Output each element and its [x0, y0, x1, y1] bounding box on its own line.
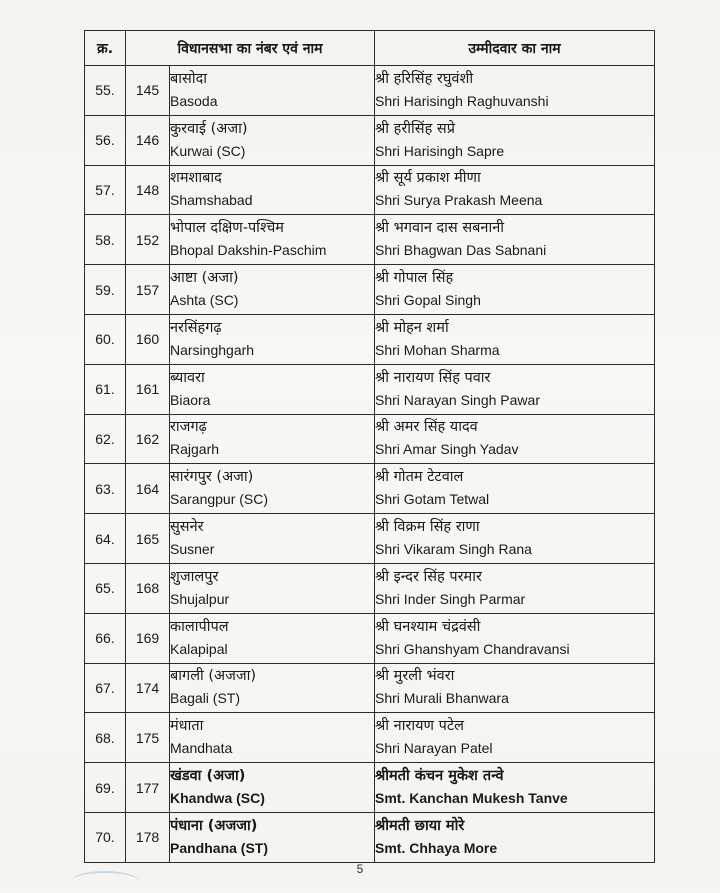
- candidate-cell: [375, 812, 655, 862]
- watermark-stamp: [70, 871, 140, 893]
- serial-cell: 66.: [85, 613, 126, 663]
- candidate-cell: [375, 713, 655, 763]
- header-constituency: विधानसभा का नंबर एवं नाम: [126, 31, 375, 66]
- constituency-name-english: Mandhata: [170, 740, 233, 757]
- candidate-name-hindi: श्री सूर्य प्रकाश मीणा: [375, 170, 481, 187]
- candidate-cell: [375, 613, 655, 663]
- candidate-name-hindi: श्रीमती छाया मोरे: [375, 817, 465, 834]
- candidate-name-english: Shri Harisingh Raghuvanshi: [375, 92, 549, 109]
- table-row: [85, 215, 655, 265]
- constituency-number-cell: 148: [126, 165, 170, 215]
- constituency-cell: [170, 414, 375, 464]
- candidate-table: [84, 30, 655, 863]
- serial-cell: 64.: [85, 514, 126, 564]
- constituency-name-english: Rajgarh: [170, 441, 220, 458]
- constituency-name-english: Bhopal Dakshin-Paschim: [170, 242, 327, 259]
- table-row: [85, 414, 655, 464]
- candidate-cell: [375, 165, 655, 215]
- constituency-cell: [170, 265, 375, 315]
- constituency-cell: [170, 763, 375, 813]
- constituency-cell: [170, 613, 375, 663]
- candidate-cell: [375, 364, 655, 414]
- table-row: [85, 514, 655, 564]
- candidate-cell: [375, 663, 655, 713]
- constituency-number-cell: 177: [126, 763, 170, 813]
- constituency-cell: [170, 66, 375, 116]
- constituency-number-cell: 157: [126, 265, 170, 315]
- candidate-name-english: Smt. Kanchan Mukesh Tanve: [375, 790, 568, 807]
- constituency-name-hindi: शमशाबाद: [170, 170, 222, 187]
- constituency-cell: [170, 215, 375, 265]
- constituency-cell: [170, 663, 375, 713]
- serial-cell: 67.: [85, 663, 126, 713]
- constituency-name-hindi: ब्यावरा: [170, 369, 205, 386]
- constituency-name-hindi: बागली (अजजा): [170, 668, 257, 685]
- constituency-number-cell: 174: [126, 663, 170, 713]
- serial-cell: 55.: [85, 66, 126, 116]
- table-row: [85, 464, 655, 514]
- constituency-name-hindi: सुसनेर: [170, 519, 204, 536]
- constituency-number-cell: 169: [126, 613, 170, 663]
- constituency-name-english: Shujalpur: [170, 590, 230, 607]
- constituency-name-hindi: भोपाल दक्षिण-पश्चिम: [170, 220, 284, 237]
- candidate-name-english: Shri Narayan Singh Pawar: [375, 391, 540, 408]
- candidate-name-hindi: श्री नारायण पटेल: [375, 718, 465, 735]
- serial-cell: 68.: [85, 713, 126, 763]
- constituency-name-hindi: खंडवा (अजा): [170, 768, 246, 785]
- constituency-name-english: Shamshabad: [170, 192, 253, 209]
- candidate-name-hindi: श्रीमती कंचन मुकेश तन्वे: [375, 768, 504, 785]
- candidate-name-hindi: श्री घनश्याम चंद्रवंसी: [375, 618, 481, 635]
- candidate-name-hindi: श्री अमर सिंह यादव: [375, 419, 478, 436]
- serial-cell: 65.: [85, 563, 126, 613]
- candidate-cell: [375, 265, 655, 315]
- constituency-number-cell: 146: [126, 115, 170, 165]
- table-row: [85, 663, 655, 713]
- candidate-name-english: Shri Bhagwan Das Sabnani: [375, 242, 547, 259]
- constituency-number-cell: 168: [126, 563, 170, 613]
- constituency-name-hindi: पंधाना (अजजा): [170, 817, 258, 834]
- constituency-name-english: Kalapipal: [170, 640, 228, 657]
- serial-cell: 60.: [85, 314, 126, 364]
- table-row: [85, 265, 655, 315]
- constituency-name-english: Biaora: [170, 391, 211, 408]
- candidate-name-english: Shri Ghanshyam Chandravansi: [375, 640, 570, 657]
- candidate-cell: [375, 514, 655, 564]
- constituency-name-hindi: शुजालपुर: [170, 568, 219, 585]
- table-row: [85, 763, 655, 813]
- candidate-name-hindi: श्री विक्रम सिंह राणा: [375, 519, 480, 536]
- serial-cell: 70.: [85, 812, 126, 862]
- constituency-number-cell: 160: [126, 314, 170, 364]
- candidate-name-english: Shri Harisingh Sapre: [375, 142, 505, 159]
- constituency-number-cell: 178: [126, 812, 170, 862]
- table-row: [85, 314, 655, 364]
- constituency-name-hindi: राजगढ़: [170, 419, 207, 436]
- constituency-cell: [170, 464, 375, 514]
- candidate-name-hindi: श्री इन्दर सिंह परमार: [375, 568, 482, 585]
- constituency-cell: [170, 364, 375, 414]
- candidate-name-english: Smt. Chhaya More: [375, 839, 498, 856]
- candidate-name-english: Shri Gopal Singh: [375, 292, 481, 309]
- table-header-row: [85, 31, 655, 66]
- constituency-number-cell: 175: [126, 713, 170, 763]
- constituency-cell: [170, 563, 375, 613]
- constituency-cell: [170, 713, 375, 763]
- candidate-cell: [375, 215, 655, 265]
- candidate-cell: [375, 763, 655, 813]
- candidate-name-hindi: श्री मुरली भंवरा: [375, 668, 455, 685]
- constituency-name-english: Kurwai (SC): [170, 142, 246, 159]
- table-row: [85, 563, 655, 613]
- serial-cell: 63.: [85, 464, 126, 514]
- constituency-number-cell: 145: [126, 66, 170, 116]
- constituency-name-english: Bagali (ST): [170, 690, 241, 707]
- constituency-name-hindi: कुरवाई (अजा): [170, 120, 248, 137]
- candidate-name-english: Shri Amar Singh Yadav: [375, 441, 519, 458]
- serial-cell: 61.: [85, 364, 126, 414]
- table-row: [85, 115, 655, 165]
- candidate-name-english: Shri Mohan Sharma: [375, 341, 500, 358]
- table-row: [85, 165, 655, 215]
- constituency-cell: [170, 314, 375, 364]
- candidate-name-hindi: श्री गोतम टेटवाल: [375, 469, 464, 486]
- table-row: [85, 613, 655, 663]
- candidate-name-hindi: श्री हरीसिंह सप्रे: [375, 120, 455, 137]
- candidate-cell: [375, 66, 655, 116]
- serial-cell: 62.: [85, 414, 126, 464]
- candidate-cell: [375, 414, 655, 464]
- table-row: [85, 812, 655, 862]
- table-row: [85, 364, 655, 414]
- constituency-name-hindi: मंधाता: [170, 718, 204, 735]
- constituency-name-english: Khandwa (SC): [170, 790, 265, 807]
- serial-cell: 69.: [85, 763, 126, 813]
- serial-cell: 59.: [85, 265, 126, 315]
- candidate-name-english: Shri Gotam Tetwal: [375, 491, 490, 508]
- header-serial: क्र.: [85, 31, 126, 66]
- constituency-name-hindi: कालापीपल: [170, 618, 229, 635]
- serial-cell: 57.: [85, 165, 126, 215]
- candidate-cell: [375, 464, 655, 514]
- candidate-name-english: Shri Murali Bhanwara: [375, 690, 509, 707]
- candidate-name-hindi: श्री नारायण सिंह पवार: [375, 369, 491, 386]
- table-row: [85, 713, 655, 763]
- constituency-name-hindi: सारंगपुर (अजा): [170, 469, 254, 486]
- header-candidate: उम्मीदवार का नाम: [375, 31, 655, 66]
- candidate-name-hindi: श्री हरिसिंह रघुवंशी: [375, 70, 474, 87]
- constituency-name-english: Susner: [170, 541, 215, 558]
- candidate-name-hindi: श्री भगवान दास सबनानी: [375, 220, 505, 237]
- constituency-name-english: Sarangpur (SC): [170, 491, 269, 508]
- candidate-cell: [375, 115, 655, 165]
- constituency-name-english: Narsinghgarh: [170, 341, 255, 358]
- candidate-cell: [375, 314, 655, 364]
- constituency-number-cell: 152: [126, 215, 170, 265]
- constituency-number-cell: 162: [126, 414, 170, 464]
- candidate-name-english: Shri Surya Prakash Meena: [375, 192, 543, 209]
- page-number: 5: [356, 862, 364, 876]
- candidate-name-hindi: श्री मोहन शर्मा: [375, 319, 449, 336]
- constituency-name-hindi: नरसिंहगढ़: [170, 319, 222, 336]
- table-row: [85, 66, 655, 116]
- candidate-name-english: Shri Vikaram Singh Rana: [375, 541, 532, 558]
- constituency-cell: [170, 812, 375, 862]
- constituency-cell: [170, 165, 375, 215]
- candidate-name-english: Shri Inder Singh Parmar: [375, 590, 526, 607]
- serial-cell: 58.: [85, 215, 126, 265]
- constituency-cell: [170, 514, 375, 564]
- candidate-name-hindi: श्री गोपाल सिंह: [375, 270, 454, 287]
- constituency-cell: [170, 115, 375, 165]
- constituency-name-english: Ashta (SC): [170, 292, 239, 309]
- constituency-name-english: Pandhana (ST): [170, 839, 269, 856]
- constituency-name-hindi: आष्टा (अजा): [170, 270, 239, 287]
- candidate-name-english: Shri Narayan Patel: [375, 740, 493, 757]
- table-body: [85, 66, 655, 863]
- constituency-number-cell: 164: [126, 464, 170, 514]
- constituency-number-cell: 161: [126, 364, 170, 414]
- candidate-cell: [375, 563, 655, 613]
- constituency-number-cell: 165: [126, 514, 170, 564]
- serial-cell: 56.: [85, 115, 126, 165]
- constituency-name-hindi: बासोदा: [170, 70, 208, 87]
- constituency-name-english: Basoda: [170, 92, 218, 109]
